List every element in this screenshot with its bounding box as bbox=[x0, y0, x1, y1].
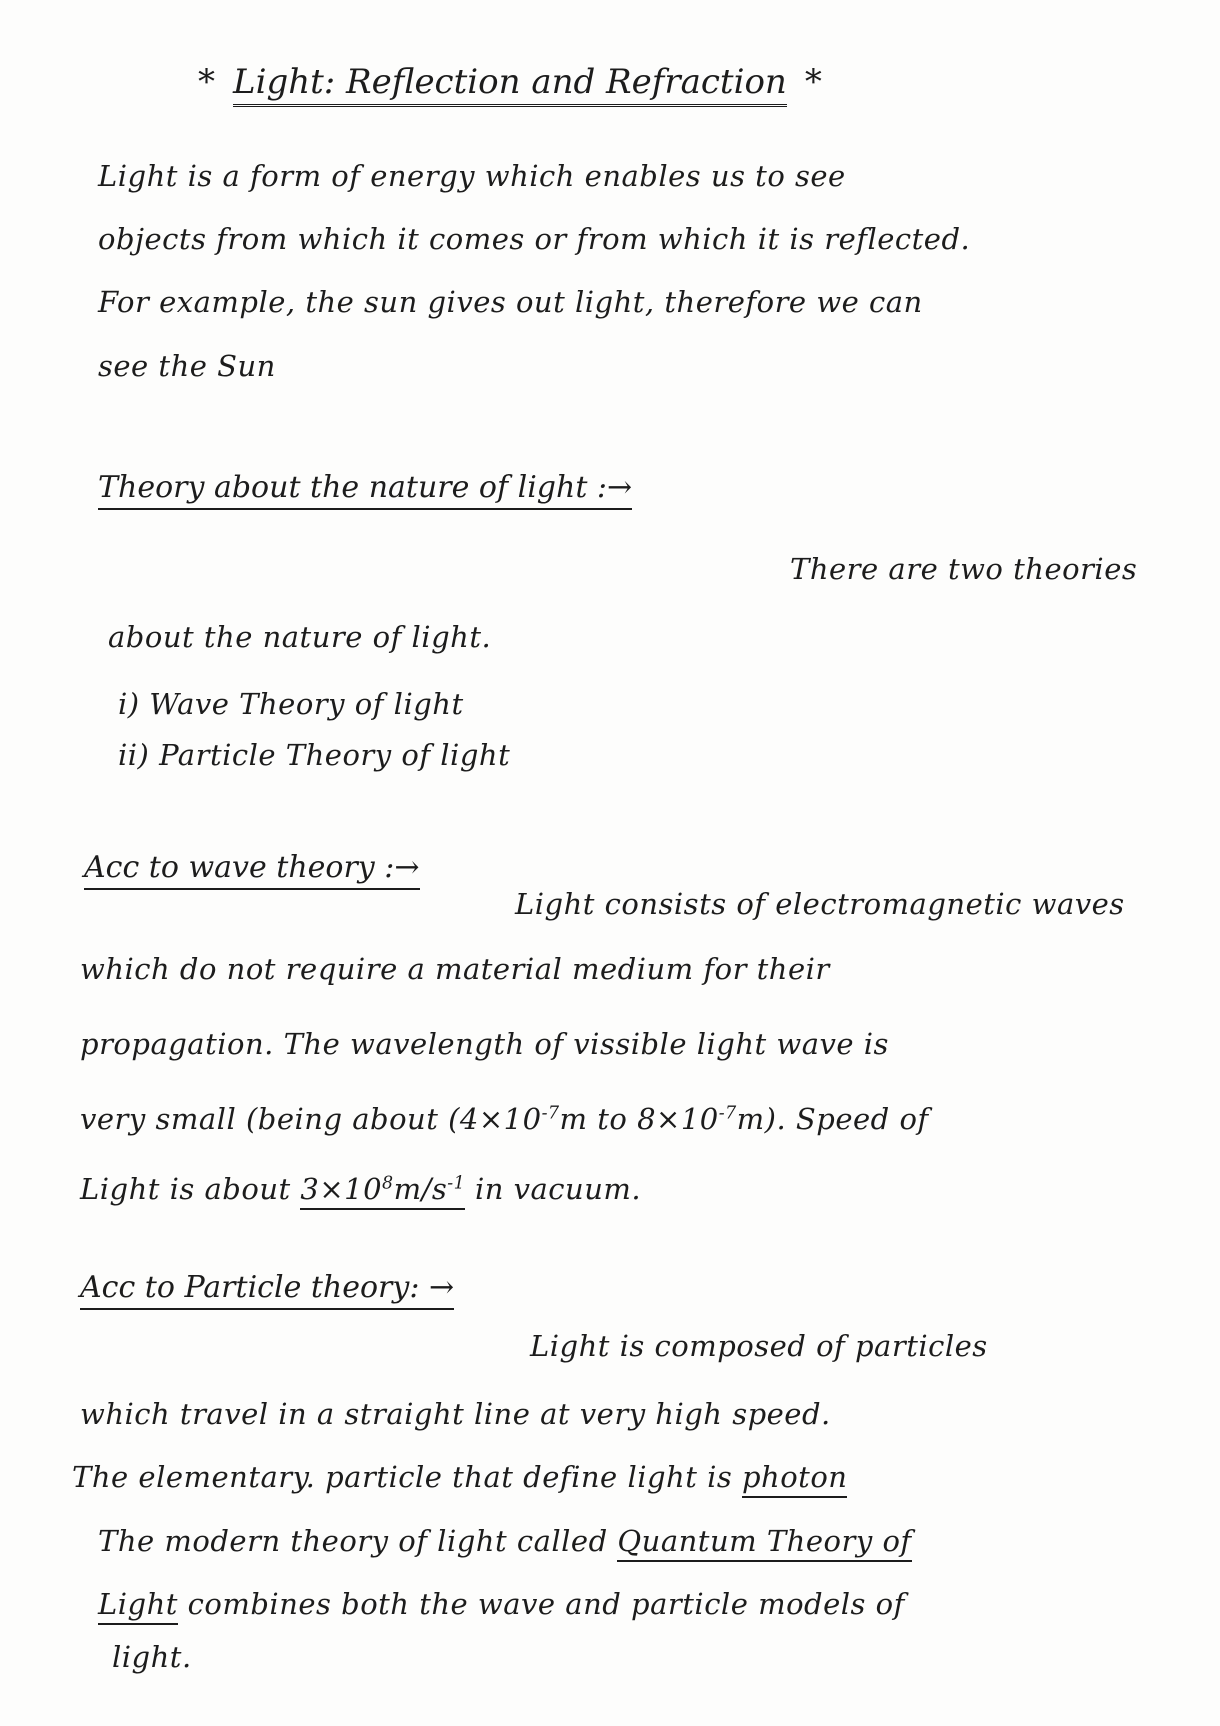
page-title bbox=[180, 62, 840, 102]
particle-line-1: Light is composed of particles bbox=[530, 1329, 988, 1363]
title-text: Light: Reflection and Refraction bbox=[233, 62, 787, 107]
speed-unit: m/s bbox=[393, 1172, 448, 1206]
speed-mantissa: 3×10 bbox=[300, 1172, 383, 1206]
wave-exponent-2: -7 bbox=[718, 1103, 737, 1124]
speed-exponent: 8 bbox=[382, 1173, 394, 1194]
wave-line-5-part-c: in vacuum. bbox=[465, 1172, 642, 1206]
intro-line-2: objects from which it comes or from which it is reflected. bbox=[98, 222, 971, 256]
wave-line-4 bbox=[80, 1102, 929, 1136]
theory-heading-text: Theory about the nature of light :→ bbox=[98, 470, 632, 510]
theory-heading bbox=[98, 470, 632, 505]
particle-line-6: light. bbox=[112, 1640, 192, 1674]
wave-line-4-part-c: m). Speed of bbox=[736, 1102, 929, 1136]
wave-exponent-1: -7 bbox=[541, 1103, 560, 1124]
wave-line-3: propagation. The wavelength of vissible light wave is bbox=[80, 1027, 889, 1061]
photon-term: photon bbox=[742, 1460, 848, 1498]
theory-item-2: ii) Particle Theory of light bbox=[118, 738, 511, 772]
title-star-right: * bbox=[804, 62, 822, 102]
particle-line-5-part-b: combines both the wave and particle models of bbox=[177, 1587, 905, 1621]
theory-line-1: There are two theories bbox=[790, 552, 1138, 586]
wave-line-2: which do not require a material medium for their bbox=[80, 952, 830, 986]
particle-line-3 bbox=[72, 1460, 848, 1494]
intro-line-3: For example, the sun gives out light, therefore we can bbox=[98, 285, 923, 319]
light-term: Light bbox=[98, 1587, 178, 1625]
wave-heading-text: Acc to wave theory :→ bbox=[84, 850, 420, 890]
particle-heading bbox=[80, 1270, 454, 1305]
particle-heading-text: Acc to Particle theory: → bbox=[80, 1270, 454, 1310]
theory-line-2: about the nature of light. bbox=[108, 620, 492, 654]
particle-line-5 bbox=[98, 1587, 905, 1621]
wave-line-1: Light consists of electromagnetic waves bbox=[515, 887, 1125, 921]
theory-item-1: i) Wave Theory of light bbox=[118, 687, 464, 721]
wave-heading bbox=[84, 850, 420, 885]
wave-line-4-part-b: m to 8×10 bbox=[559, 1102, 719, 1136]
particle-line-2: which travel in a straight line at very high speed. bbox=[80, 1397, 831, 1431]
particle-line-4 bbox=[98, 1524, 912, 1558]
intro-line-1: Light is a form of energy which enables us to see bbox=[98, 159, 846, 193]
speed-of-light-value bbox=[300, 1172, 465, 1210]
wave-line-5-part-a: Light is about bbox=[80, 1172, 301, 1206]
intro-line-4: see the Sun bbox=[98, 349, 276, 383]
quantum-theory-term: Quantum Theory of bbox=[617, 1524, 911, 1562]
wave-line-5 bbox=[80, 1172, 642, 1206]
speed-unit-exponent: -1 bbox=[447, 1173, 466, 1194]
title-star-left: * bbox=[198, 62, 215, 102]
particle-line-3-part-a: The elementary. particle that define light is bbox=[72, 1460, 742, 1494]
wave-line-4-part-a: very small (being about (4×10 bbox=[80, 1102, 542, 1136]
particle-line-4-part-a: The modern theory of light called bbox=[98, 1524, 618, 1558]
